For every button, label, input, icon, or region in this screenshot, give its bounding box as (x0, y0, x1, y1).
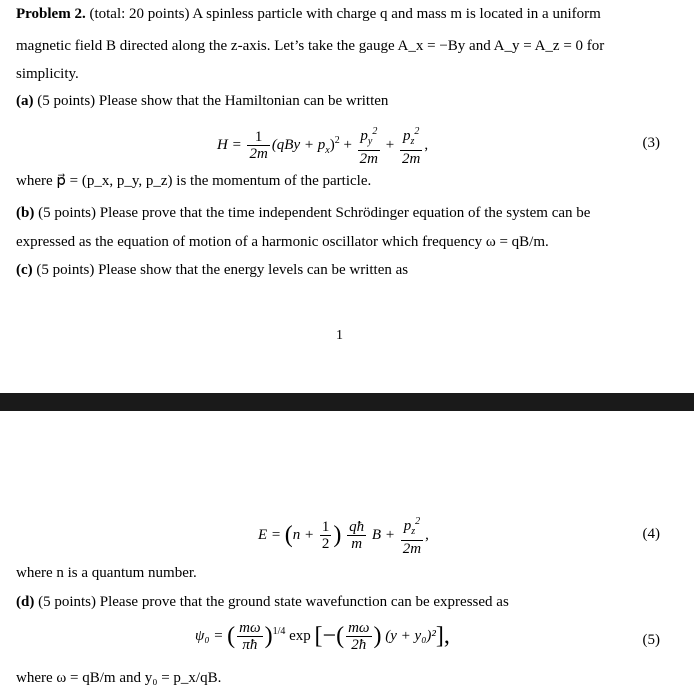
eq5-exponent: 1/4 (272, 625, 286, 637)
eq5-frac1: $\frac{m\omega}{\pi ħ}$ (239, 620, 261, 653)
where-n: where n is a quantum number. (16, 565, 197, 581)
eq4-b-plus: B + (371, 526, 395, 543)
part-b-label: (b) (16, 205, 35, 221)
part-c (16, 260, 408, 280)
part-d (16, 592, 509, 612)
equation-3-number: (3) (642, 135, 660, 151)
eq3-plus-2: + (385, 136, 395, 153)
eq3-frac3 (400, 124, 422, 167)
part-b-line-2: expressed as the equation of motion of a harmonic oscillator which frequency ω = qB/m. (16, 234, 549, 250)
eq3-frac1-num: 1 (247, 129, 269, 146)
page-divider (0, 393, 694, 411)
intro-line-2: magnetic field B directed along the z-axis. Let’s take the gauge A_x = −By and A_y = A_z = 0 for (16, 38, 605, 54)
intro-line-3: simplicity. (16, 66, 79, 82)
eq5-y-term: (y + y₀)² (385, 627, 436, 644)
eq3-lhs: H = (217, 136, 242, 153)
eq4-paren-close: ) (333, 522, 342, 548)
eq4-paren-open: ( (284, 522, 293, 548)
eq4-half: $\frac{1}{2}$ (321, 519, 330, 552)
equation-4-number: (4) (642, 526, 660, 542)
eq4-n-plus: n + (292, 526, 315, 543)
equation-3 (217, 124, 428, 167)
intro-text-1: (total: 20 points) A spinless particle with charge q and mass m is located in a uniform (89, 6, 601, 22)
part-d-label: (d) (16, 594, 35, 610)
eq3-frac3-num: $p_z^2$ (400, 124, 422, 151)
eq3-middle-sup: 2 (334, 134, 340, 146)
eq3-middle-sub: x (325, 144, 330, 156)
part-d-text: (5 points) Please prove that the ground state wavefunction can be expressed as (38, 594, 509, 610)
eq3-tail: , (424, 136, 429, 153)
problem-heading: Problem 2. (16, 6, 86, 22)
where-p: where p⃗ = (p_x, p_y, p_z) is the momentum of the particle. (16, 173, 372, 189)
eq3-middle-end: ) (329, 136, 335, 153)
eq3-frac3-den: 2m (401, 151, 421, 167)
eq5-frac2: $\frac{m\omega}{2ħ}$ (348, 620, 370, 653)
eq3-middle: (qBy + p (271, 136, 326, 153)
part-a (16, 91, 388, 111)
where-w: where ω = qB/m and y₀ = p_x/qB. (16, 670, 222, 686)
part-c-text: (5 points) Please show that the energy levels can be written as (36, 262, 409, 278)
equation-5-number: (5) (642, 632, 660, 648)
eq4-pz: $\frac{p_z^2}{2m}$ (402, 516, 422, 557)
part-a-label: (a) (16, 93, 34, 109)
part-b-line-1 (16, 203, 590, 223)
equation-5: ψ₀ = ( $\frac{m\omega}{\pi ħ}$ )$^{1/4}$ exp [−( $\frac{m\omega}{2ħ}$ ) (y + y₀)²], (195, 620, 450, 653)
eq3-frac1-den: 2m (249, 146, 268, 162)
eq5-exp: exp (289, 627, 311, 644)
eq3-frac2 (358, 124, 380, 167)
part-c-label: (c) (16, 262, 33, 278)
eq4-qh: $\frac{qħ}{m}$ (349, 519, 365, 552)
eq3-plus-1: + (343, 136, 352, 153)
eq4-lhs: E = (258, 526, 282, 543)
intro-line-1 (16, 4, 601, 24)
eq5-lhs: ψ₀ = (195, 627, 224, 644)
part-a-text: (5 points) Please show that the Hamiltonian can be written (37, 93, 389, 109)
eq3-frac1 (247, 129, 269, 162)
page-number: 1 (336, 328, 343, 343)
eq4-tail: , (425, 526, 429, 543)
equation-4 (258, 514, 429, 557)
eq3-frac2-den: 2m (359, 151, 379, 167)
eq3-frac2-num: $p_y^2$ (358, 124, 380, 151)
part-b-text-1: (5 points) Please prove that the time independent Schrödinger equation of the system can be (38, 205, 591, 221)
